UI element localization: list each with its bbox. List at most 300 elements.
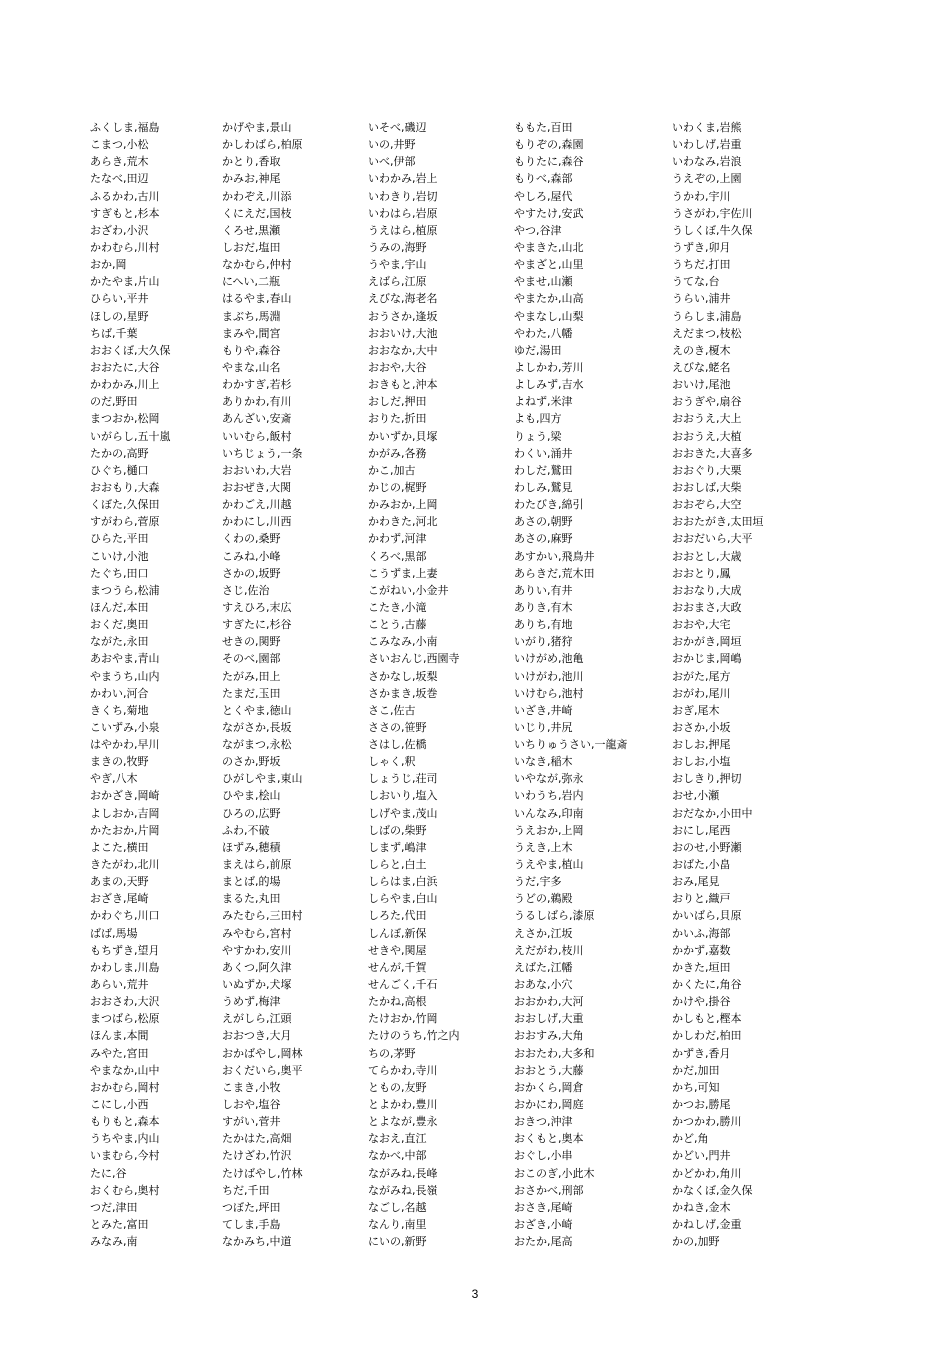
name-entry: えのき,榎木	[672, 343, 731, 357]
name-entry: よしかわ,芳川	[514, 360, 584, 374]
name-entry: おおなか,大中	[368, 343, 438, 357]
name-entry: ほんだ,本田	[90, 600, 149, 614]
name-entry: りょう,梁	[514, 429, 562, 443]
name-entry: こみなみ,小南	[368, 635, 438, 649]
name-entry: うえやま,植山	[514, 858, 584, 872]
name-entry: いまむら,今村	[90, 1149, 160, 1163]
name-entry: おきもと,沖本	[368, 378, 438, 392]
name-entry: しまず,嶋津	[368, 840, 427, 854]
name-entry: おおいけ,大池	[368, 326, 438, 340]
name-entry: おがわ,尾川	[672, 686, 731, 700]
name-entry: くにえだ,国枝	[222, 206, 292, 220]
name-entry: はるやま,春山	[222, 292, 292, 306]
name-entry: ひらた,平田	[90, 532, 149, 546]
name-entry: こうずま,上妻	[368, 566, 438, 580]
name-entry: ありち,有地	[514, 618, 573, 632]
name-entry: おおしば,大柴	[672, 480, 742, 494]
name-entry: おばた,小畠	[672, 858, 731, 872]
name-entry: いそべ,磯辺	[368, 121, 427, 134]
name-entry: いがり,猪狩	[514, 635, 573, 649]
name-entry: おおきた,大喜多	[672, 446, 753, 460]
name-entry: かの,加野	[672, 1235, 720, 1249]
name-entry: おきつ,沖津	[514, 1115, 573, 1129]
name-entry: かずき,香月	[672, 1046, 731, 1060]
name-entry: ちだ,千田	[222, 1183, 270, 1197]
name-entry: おかむら,岡村	[90, 1080, 160, 1094]
name-entry: なかむら,仲村	[222, 258, 292, 272]
name-entry: しばの,柴野	[368, 823, 427, 837]
name-entry: ことう,古藤	[368, 618, 427, 632]
name-entry: すぎもと,杉本	[90, 206, 160, 220]
name-entry: おみ,尾見	[672, 875, 720, 889]
name-entry: つぼた,坪田	[222, 1200, 281, 1214]
name-entry: いわうち,岩内	[514, 789, 584, 803]
name-entry: さこ,佐古	[368, 703, 416, 717]
name-entry: いわくま,岩熊	[672, 121, 742, 134]
name-entry: あすかい,飛鳥井	[514, 549, 595, 563]
name-entry: ながた,永田	[90, 635, 149, 649]
name-entry: まつおか,松岡	[90, 412, 160, 426]
name-entry: おぐし,小串	[514, 1149, 573, 1163]
name-entry: ふるかわ,古川	[90, 189, 160, 203]
name-entry: おおまさ,大政	[672, 600, 742, 614]
name-entry: おたか,尾高	[514, 1235, 573, 1249]
name-entry: ほんま,本間	[90, 1029, 149, 1043]
name-entry: おしお,小塩	[672, 755, 731, 769]
name-entry: うやま,宇山	[368, 258, 427, 272]
name-entry: まみや,間宮	[222, 326, 281, 340]
name-entry: やしろ,屋代	[514, 189, 573, 203]
name-entry: なごし,名越	[368, 1200, 427, 1214]
name-entry: たかの,高野	[90, 446, 149, 460]
name-entry: おぎ,尾木	[672, 703, 720, 717]
name-entry: かとり,香取	[222, 155, 281, 169]
name-entry: いわしげ,岩重	[672, 138, 742, 152]
name-entry: すがい,菅井	[222, 1115, 281, 1129]
name-entry: えがしら,江頭	[222, 1012, 292, 1026]
name-entry: せきの,関野	[222, 635, 281, 649]
name-entry: おおとう,大藤	[514, 1063, 584, 1077]
name-entry: わしみ,鷲見	[514, 480, 573, 494]
name-entry: ともの,友野	[368, 1080, 427, 1094]
name-entry: かどかわ,角川	[672, 1166, 742, 1180]
name-entry: かねしげ,金重	[672, 1218, 742, 1231]
name-entry: あさの,麻野	[514, 532, 573, 546]
name-entry: たがみ,田上	[222, 669, 281, 683]
name-entry: ほしの,星野	[90, 309, 149, 323]
name-entry: いがらし,五十嵐	[90, 429, 171, 443]
name-entry: あくつ,阿久津	[222, 960, 292, 974]
name-entry: おかにわ,岡庭	[514, 1098, 584, 1112]
name-entry: せんごく,千石	[368, 978, 438, 992]
name-entry: おかくら,岡倉	[514, 1080, 584, 1094]
name-entry: おさか,小坂	[672, 720, 731, 734]
name-entry: たぐち,田口	[90, 566, 149, 580]
name-entry: えだがわ,枝川	[514, 943, 584, 957]
name-entry: かしわばら,柏原	[222, 138, 303, 152]
name-entry: さじ,佐治	[222, 583, 270, 597]
name-entry: かどい,門井	[672, 1149, 731, 1163]
name-entry: かいふ,海部	[672, 926, 731, 940]
name-entry: かこ,加古	[368, 463, 416, 477]
page-number: 3	[471, 1287, 479, 1301]
name-entry: もりもと,森本	[90, 1115, 160, 1129]
name-entry: やつ,谷津	[514, 223, 562, 237]
name-entry: おおぐり,大栗	[672, 463, 742, 477]
name-entry: うるしばら,漆原	[514, 909, 595, 923]
name-entry: ひやま,桧山	[222, 789, 281, 803]
name-entry: かしもと,樫本	[672, 1012, 742, 1026]
name-entry: のだ,野田	[90, 395, 138, 409]
name-column-4	[514, 119, 628, 1250]
name-entry: くぼた,久保田	[90, 498, 160, 512]
name-entry: もりべ,森部	[514, 172, 573, 186]
name-entry: あらきだ,荒木田	[514, 566, 595, 580]
name-entry: えさか,江坂	[514, 926, 573, 940]
name-entry: おおたわ,大多和	[514, 1046, 595, 1060]
name-entry: えばた,江幡	[514, 960, 573, 974]
name-entry: かわず,河津	[368, 532, 427, 546]
name-entry: かけや,掛谷	[672, 995, 731, 1009]
name-entry: しらやま,白山	[368, 892, 438, 906]
name-entry: やませ,山瀬	[514, 275, 573, 289]
name-entry: こたき,小滝	[368, 600, 427, 614]
name-entry: かいばら,貝原	[672, 909, 742, 923]
name-entry: おおさわ,大沢	[90, 995, 160, 1009]
name-entry: あさの,朝野	[514, 515, 573, 529]
name-entry: おおとり,鳳	[672, 566, 731, 580]
name-entry: にへい,二瓶	[222, 275, 281, 289]
name-entry: もりぞの,森園	[514, 138, 584, 152]
name-entry: おくもと,奥本	[514, 1132, 584, 1146]
name-entry: おおしげ,大重	[514, 1012, 584, 1026]
name-entry: かたおか,片岡	[90, 823, 160, 837]
name-entry: おこのぎ,小此木	[514, 1166, 595, 1180]
name-entry: おかばやし,岡林	[222, 1046, 303, 1060]
name-entry: ながみね,長嶺	[368, 1183, 438, 1197]
name-entry: まきの,牧野	[90, 755, 149, 769]
name-entry: そのべ,園部	[222, 652, 281, 666]
name-entry: いじり,井尻	[514, 720, 573, 734]
name-entry: なおえ,直江	[368, 1132, 427, 1146]
name-entry: おおかわ,大河	[514, 995, 584, 1009]
name-entry: しおだ,塩田	[222, 240, 281, 254]
name-entry: うらしま,浦島	[672, 309, 742, 323]
name-entry: かわきた,河北	[368, 515, 438, 529]
name-entry: ももた,百田	[514, 121, 573, 134]
name-entry: きくち,菊地	[90, 703, 149, 717]
name-entry: かち,可知	[672, 1080, 720, 1094]
name-entry: うちだ,打田	[672, 258, 731, 272]
name-entry: おおつき,大月	[222, 1029, 292, 1043]
name-entry: いわなみ,岩浪	[672, 155, 742, 169]
name-entry: もちずき,望月	[90, 943, 160, 957]
name-entry: かわぐち,川口	[90, 909, 160, 923]
name-entry: うえおか,上岡	[514, 823, 584, 837]
name-entry: おかざき,岡崎	[90, 789, 160, 803]
name-entry: おあな,小穴	[514, 978, 573, 992]
name-entry: てらかわ,寺川	[368, 1063, 438, 1077]
name-entry: さはし,佐橋	[368, 738, 427, 752]
name-entry: かつかわ,勝川	[672, 1115, 742, 1129]
name-entry: あおやま,青山	[90, 652, 160, 666]
name-entry: うかわ,宇川	[672, 189, 731, 203]
name-entry: うずき,卯月	[672, 240, 731, 254]
name-entry: ふわ,不破	[222, 823, 270, 837]
name-entry: おおたがき,太田垣	[672, 515, 764, 529]
name-entry: まえはら,前原	[222, 858, 292, 872]
name-entry: えばら,江原	[368, 275, 427, 289]
name-entry: あらい,荒井	[90, 978, 149, 992]
name-entry: おのせ,小野瀬	[672, 840, 742, 854]
name-entry: さかなし,坂梨	[368, 669, 438, 683]
name-entry: かわにし,川西	[222, 515, 292, 529]
name-entry: しおや,塩谷	[222, 1098, 281, 1112]
name-entry: よしみず,吉水	[514, 378, 584, 392]
name-entry: うどの,鵜殿	[514, 892, 573, 906]
name-entry: いざき,井崎	[514, 703, 573, 717]
name-entry: にいの,新野	[368, 1235, 427, 1249]
name-entry: すがわら,菅原	[90, 515, 160, 529]
name-entry: やわた,八幡	[514, 326, 573, 340]
name-entry: かがみ,各務	[368, 446, 427, 460]
name-entry: ひがしやま,東山	[222, 772, 303, 786]
name-entry: くわの,桑野	[222, 532, 281, 546]
name-entry: ひらい,平井	[90, 292, 149, 306]
name-entry: おがた,尾方	[672, 669, 731, 683]
name-entry: こみね,小峰	[222, 549, 281, 563]
name-entry: いいむら,飯村	[222, 429, 292, 443]
name-entry: おしきり,押切	[672, 772, 742, 786]
name-entry: たかはた,高畑	[222, 1132, 292, 1146]
name-entry: おくむら,奥村	[90, 1183, 160, 1197]
name-entry: みやむら,宮村	[222, 926, 292, 940]
name-entry: たけばやし,竹林	[222, 1166, 303, 1180]
name-entry: まとば,的場	[222, 875, 281, 889]
name-entry: おおすみ,大角	[514, 1029, 584, 1043]
name-entry: ひろの,広野	[222, 806, 281, 820]
name-entry: やぎ,八木	[90, 772, 138, 786]
name-entry: いわかみ,岩上	[368, 172, 438, 186]
name-entry: よも,四方	[514, 412, 562, 426]
name-entry: うしくぼ,牛久保	[672, 223, 753, 237]
name-entry: おおもり,大森	[90, 480, 160, 494]
name-entry: おおうえ,大植	[672, 429, 742, 443]
name-entry: おだなか,小田中	[672, 806, 753, 820]
name-entry: たかね,高根	[368, 995, 427, 1009]
name-entry: かど,角	[672, 1132, 709, 1146]
name-entry: なかべ,中部	[368, 1149, 427, 1163]
name-entry: たけのうち,竹之内	[368, 1029, 460, 1043]
name-entry: やまうち,山内	[90, 669, 160, 683]
name-entry: やすたけ,安武	[514, 206, 584, 220]
name-entry: ふくしま,福島	[90, 121, 160, 134]
name-entry: たけおか,竹岡	[368, 1012, 438, 1026]
name-column-5	[672, 119, 764, 1250]
name-entry: わくい,涌井	[514, 446, 573, 460]
name-entry: わしだ,鷲田	[514, 463, 573, 477]
name-entry: かみお,神尾	[222, 172, 281, 186]
name-entry: ちば,千葉	[90, 326, 138, 340]
name-entry: おさき,尾崎	[514, 1200, 573, 1214]
name-entry: あらき,荒木	[90, 155, 149, 169]
name-entry: こまき,小牧	[222, 1080, 281, 1094]
name-entry: いやなが,弥永	[514, 772, 584, 786]
name-entry: しげやま,茂山	[368, 806, 438, 820]
name-entry: うてな,台	[672, 275, 720, 289]
name-entry: おおとし,大歳	[672, 549, 742, 563]
name-entry: もりたに,森谷	[514, 155, 584, 169]
name-entry: おざき,尾崎	[90, 892, 149, 906]
name-entry: せきや,関屋	[368, 943, 427, 957]
name-entry: ばば,馬場	[90, 926, 138, 940]
name-entry: おかがき,岡垣	[672, 635, 742, 649]
name-entry: こにし,小西	[90, 1098, 149, 1112]
name-entry: ながみね,長峰	[368, 1166, 438, 1180]
name-entry: やすかわ,安川	[222, 943, 292, 957]
name-entry: なんり,南里	[368, 1218, 427, 1231]
name-entry: うめず,梅津	[222, 995, 281, 1009]
name-entry: かだ,加田	[672, 1063, 720, 1077]
name-entry: おうさか,逢坂	[368, 309, 438, 323]
name-entry: いけむら,池村	[514, 686, 584, 700]
name-entry: かなくぼ,金久保	[672, 1183, 753, 1197]
name-entry: おにし,尾西	[672, 823, 731, 837]
name-entry: かわしま,川島	[90, 960, 160, 974]
name-entry: ひぐち,樋口	[90, 463, 149, 477]
name-entry: おしお,押尾	[672, 738, 731, 752]
name-entry: かきた,垣田	[672, 960, 731, 974]
name-entry: たに,谷	[90, 1166, 127, 1180]
name-entry: うらい,浦井	[672, 292, 731, 306]
name-entry: いちじょう,一条	[222, 446, 303, 460]
name-entry: てしま,手島	[222, 1218, 281, 1231]
name-entry: いなき,稲木	[514, 755, 573, 769]
name-entry: さかまき,坂巻	[368, 686, 438, 700]
name-entry: くろべ,黒部	[368, 549, 427, 563]
name-entry: かわい,河合	[90, 686, 149, 700]
name-entry: よしおか,吉岡	[90, 806, 160, 820]
name-entry: うちやま,内山	[90, 1132, 160, 1146]
name-entry: こいけ,小池	[90, 549, 149, 563]
name-entry: みなみ,南	[90, 1235, 138, 1249]
name-entry: こがねい,小金井	[368, 583, 449, 597]
name-entry: しらはま,白浜	[368, 875, 438, 889]
name-entry: まつばら,松原	[90, 1012, 160, 1026]
name-entry: おせ,小瀬	[672, 789, 720, 803]
name-entry: かげやま,景山	[222, 121, 292, 134]
name-entry: かかず,嘉数	[672, 943, 731, 957]
name-entry: きたがわ,北川	[90, 858, 160, 872]
name-entry: たなべ,田辺	[90, 172, 149, 186]
name-entry: まつうら,松浦	[90, 583, 160, 597]
name-entry: とくやま,徳山	[222, 703, 292, 717]
name-entry: ちの,茅野	[368, 1046, 416, 1060]
name-entry: うえはら,植原	[368, 223, 438, 237]
name-entry: かくたに,角谷	[672, 978, 742, 992]
name-entry: くろせ,黒瀬	[222, 223, 281, 237]
name-entry: よこた,横田	[90, 840, 149, 854]
name-entry: さかの,坂野	[222, 566, 281, 580]
name-entry: おおうえ,大上	[672, 412, 742, 426]
name-entry: いちりゅうさい,一龍斎	[514, 738, 628, 752]
name-entry: わかすぎ,若杉	[222, 378, 292, 392]
name-entry: のさか,野坂	[222, 755, 281, 769]
name-entry: おくだ,奥田	[90, 618, 149, 632]
name-entry: うえぞの,上園	[672, 172, 742, 186]
name-entry: ありかわ,有川	[222, 395, 292, 409]
name-entry: おおだいら,大平	[672, 532, 753, 546]
name-entry: しんぼ,新保	[368, 926, 427, 940]
name-entry: かたやま,片山	[90, 275, 160, 289]
name-entry: おさかべ,刑部	[514, 1183, 584, 1197]
name-entry: とよなが,豊永	[368, 1115, 438, 1129]
name-entry: おおや,大宅	[672, 618, 731, 632]
name-entry: たけざわ,竹沢	[222, 1149, 292, 1163]
name-entry: おおくぼ,大久保	[90, 343, 171, 357]
name-entry: おおぜき,大関	[222, 480, 292, 494]
name-entry: しろた,代田	[368, 909, 427, 923]
name-entry: せんが,千賀	[368, 960, 427, 974]
name-column-3	[368, 119, 460, 1250]
name-entry: やまな,山名	[222, 360, 281, 374]
name-entry: あまの,天野	[90, 875, 149, 889]
name-entry: かじの,梶野	[368, 480, 427, 494]
name-entry: おおぞら,大空	[672, 498, 742, 512]
name-entry: たまだ,玉田	[222, 686, 281, 700]
name-column-2	[222, 119, 303, 1250]
name-entry: かねき,金木	[672, 1200, 731, 1214]
name-entry: こまつ,小松	[90, 138, 149, 152]
name-entry: かわぞえ,川添	[222, 189, 292, 203]
name-entry: おおや,大谷	[368, 360, 427, 374]
name-entry: やまなし,山梨	[514, 309, 584, 323]
name-entry: ながさか,長坂	[222, 720, 292, 734]
name-entry: いわはら,岩原	[368, 206, 438, 220]
name-entry: やまなか,山中	[90, 1063, 160, 1077]
name-entry: しおいり,塩入	[368, 789, 438, 803]
name-entry: もりや,森谷	[222, 343, 281, 357]
name-entry: かつお,勝尾	[672, 1098, 731, 1112]
name-entry: いけがわ,池川	[514, 669, 584, 683]
name-entry: まるた,丸田	[222, 892, 281, 906]
name-entry: しゃく,釈	[368, 755, 416, 769]
name-entry: おざき,小崎	[514, 1218, 573, 1231]
name-entry: とよかわ,豊川	[368, 1098, 438, 1112]
name-entry: おりた,折田	[368, 412, 427, 426]
name-entry: うみの,海野	[368, 240, 427, 254]
name-entry: あんざい,安斎	[222, 412, 292, 426]
name-entry: わたびき,綿引	[514, 498, 584, 512]
name-entry: はやかわ,早川	[90, 738, 160, 752]
name-entry: かいずか,貝塚	[368, 429, 438, 443]
name-entry: とみた,富田	[90, 1218, 149, 1231]
name-entry: みやた,宮田	[90, 1046, 149, 1060]
name-entry: かわむら,川村	[90, 240, 160, 254]
name-entry: うだ,宇多	[514, 875, 562, 889]
name-entry: おざわ,小沢	[90, 223, 149, 237]
name-entry: なかみち,中道	[222, 1235, 292, 1249]
name-entry: つだ,津田	[90, 1200, 138, 1214]
name-entry: いんなみ,印南	[514, 806, 584, 820]
name-entry: ありい,有井	[514, 583, 573, 597]
name-entry: おうぎや,扇谷	[672, 395, 742, 409]
name-entry: いけがめ,池亀	[514, 652, 584, 666]
name-entry: かしわだ,柏田	[672, 1029, 742, 1043]
name-entry: おいけ,尾池	[672, 378, 731, 392]
name-entry: えびな,海老名	[368, 292, 438, 306]
name-entry: やまたか,山高	[514, 292, 584, 306]
